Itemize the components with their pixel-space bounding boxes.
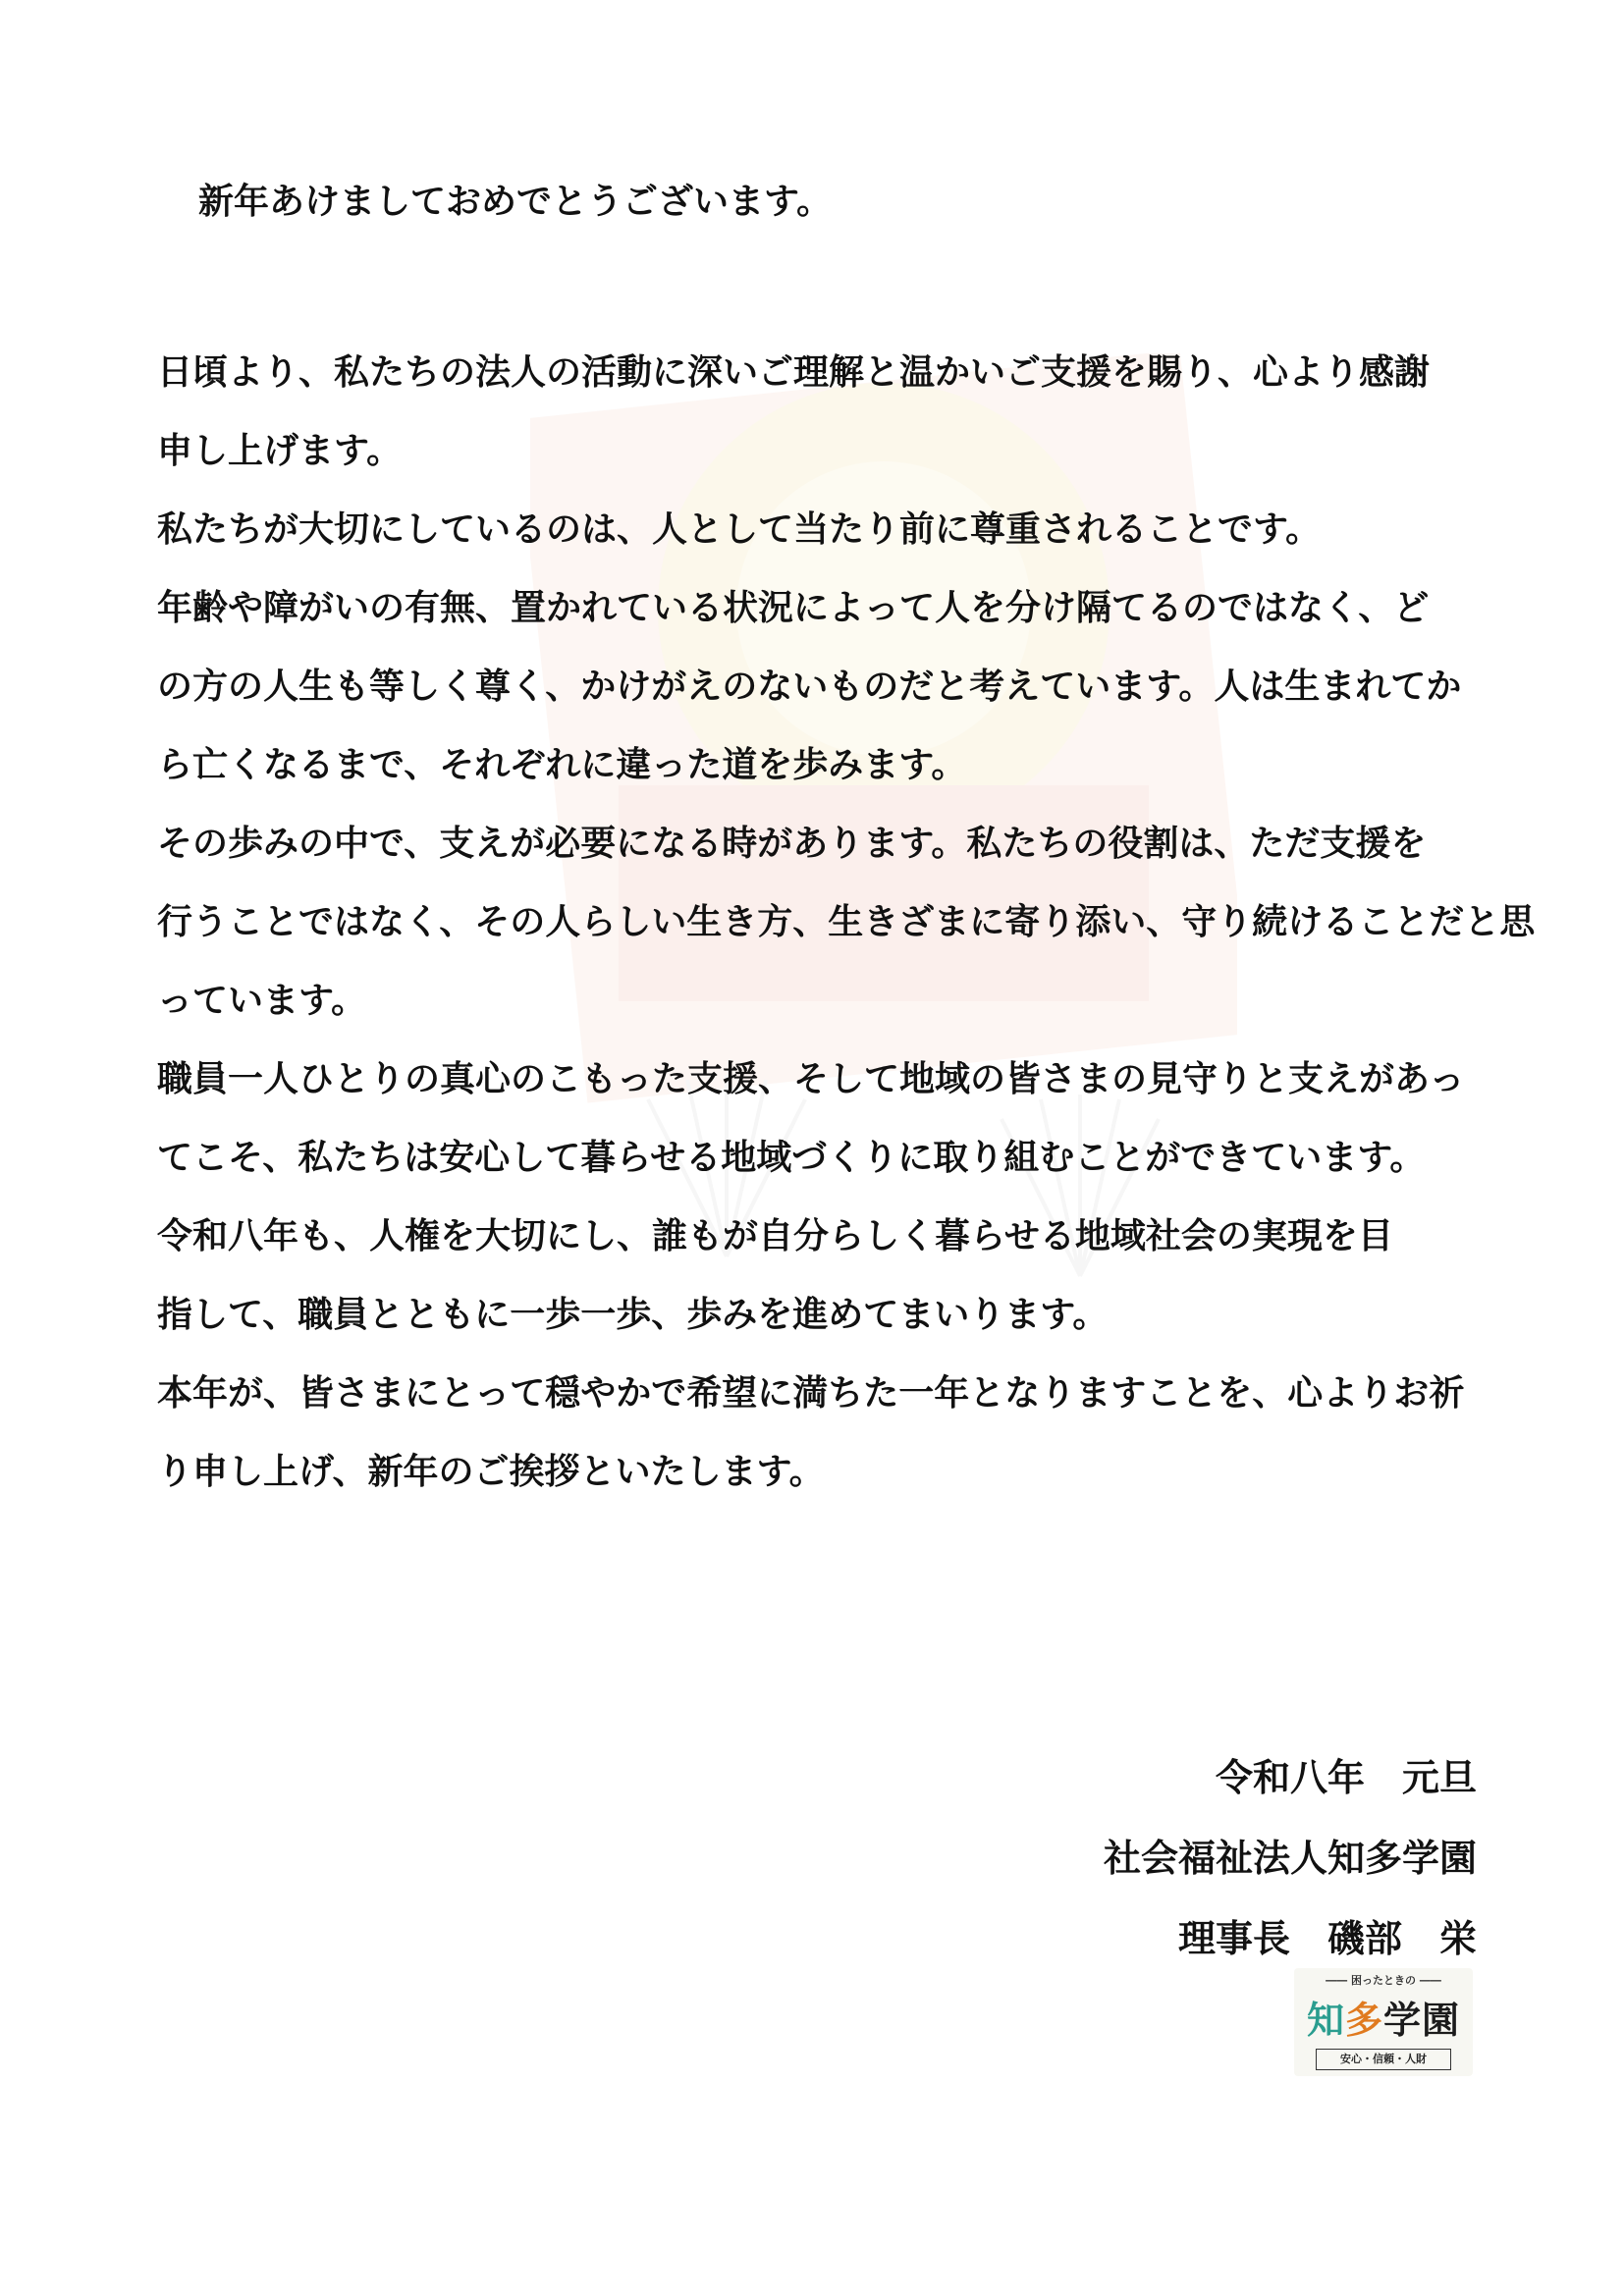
body-line: 私たちが大切にしているのは、人として当たり前に尊重されることです。 [157, 509, 1322, 550]
body-line: り申し上げ、新年のご挨拶といたします。 [157, 1452, 825, 1492]
logo-name-part1: 知 [1306, 1999, 1345, 2042]
body-line: 年齢や障がいの有無、置かれている状況によって人を分け隔てるのではなく、ど [157, 588, 1430, 628]
body-line: てこそ、私たちは安心して暮らせる地域づくりに取り組むことができています。 [157, 1138, 1426, 1178]
signature-date: 令和八年 元旦 [1215, 1756, 1477, 1799]
body-line: の方の人生も等しく尊く、かけがえのないものだと考えています。人は生まれてか [157, 667, 1462, 707]
body-line: ら亡くなるまで、それぞれに違った道を歩みます。 [157, 745, 967, 785]
body-line: 指して、職員とともに一歩一歩、歩みを進めてまいります。 [157, 1295, 1109, 1335]
logo-tagline: ―― 困ったときの ―― [1326, 1974, 1441, 1987]
body-line: 職員一人ひとりの真心のこもった支援、そして地域の皆さまの見守りと支えがあっ [157, 1059, 1465, 1099]
logo-name [1294, 1990, 1473, 2044]
signature-block [1104, 1737, 1477, 1979]
organization-logo [1294, 1968, 1473, 2076]
body-line: っています。 [157, 981, 367, 1021]
logo-name-part2: 多 [1344, 1999, 1383, 2042]
body-line: 令和八年も、人権を大切にし、誰もが自分らしく暮らせる地域社会の実現を目 [157, 1216, 1393, 1256]
body-line: 日頃より、私たちの法人の活動に深いご理解と温かいご支援を賜り、心より感謝 [157, 352, 1431, 393]
letter-body [157, 334, 1536, 1512]
logo-subtitle: 安心・信頼・人財 [1316, 2049, 1451, 2070]
signature-author: 理事長 磯部 栄 [1177, 1917, 1477, 1960]
body-line: 行うことではなく、その人らしい生き方、生きざまに寄り添い、守り続けることだと思 [157, 902, 1536, 942]
body-line: 本年が、皆さまにとって穏やかで希望に満ちた一年となりますことを、心よりお祈 [157, 1373, 1465, 1414]
logo-name-part3: 学園 [1383, 1999, 1461, 2042]
body-line: 申し上げます。 [157, 431, 403, 471]
body-line: その歩みの中で、支えが必要になる時があります。私たちの役割は、ただ支援を [157, 824, 1427, 864]
signature-organization: 社会福祉法人知多学園 [1103, 1837, 1477, 1880]
greeting-line: 新年あけましておめでとうございます。 [198, 182, 833, 222]
